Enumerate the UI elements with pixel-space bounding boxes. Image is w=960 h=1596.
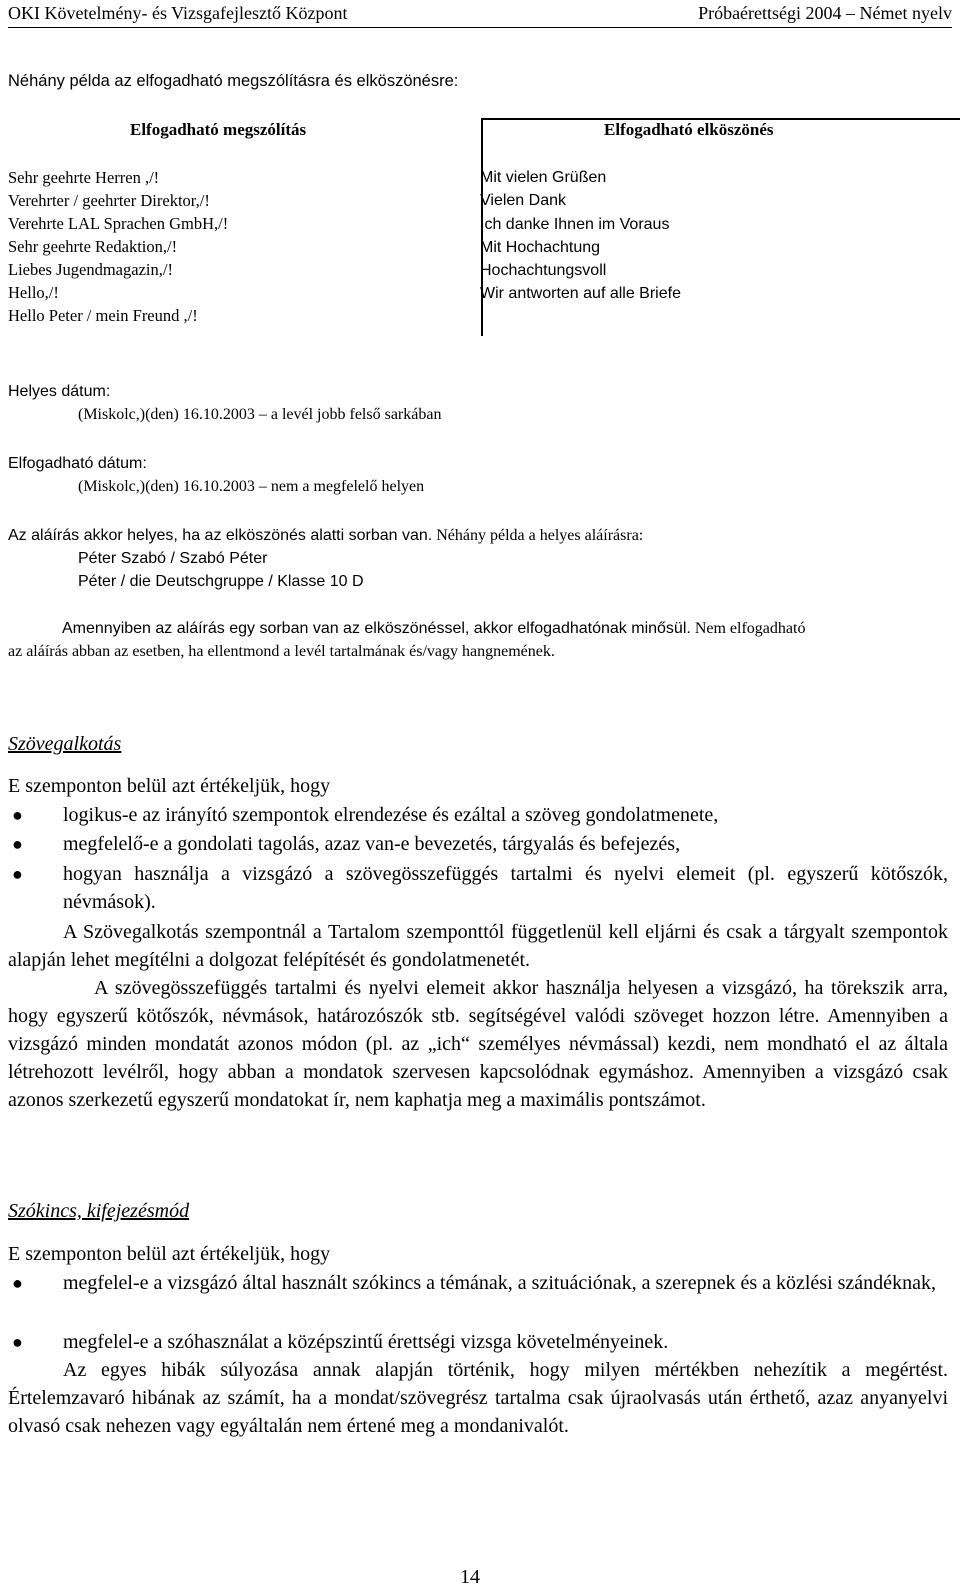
szovegalkotas-lead: E szemponton belül azt értékeljük, hogy bbox=[8, 775, 331, 797]
closing-list bbox=[480, 166, 681, 306]
signature-rule bbox=[8, 524, 643, 547]
page-header bbox=[8, 0, 952, 28]
signature-note-b: Nem elfogadható bbox=[690, 620, 806, 637]
bullet-dot-icon: ● bbox=[12, 1332, 23, 1352]
greeting-item: Liebes Jugendmagazin,/! bbox=[8, 260, 173, 279]
correct-date-example: (Miskolc,)(den) 16.10.2003 – a levél jobb felső sarkában bbox=[78, 406, 442, 423]
signature-note-line1 bbox=[62, 617, 805, 640]
greeting-list bbox=[8, 166, 228, 327]
intro-text: Néhány példa az elfogadható megszólításra és elköszönésre: bbox=[8, 72, 459, 90]
signature-example-2: Péter / die Deutschgruppe / Klasse 10 D bbox=[78, 573, 364, 590]
szokincs-paragraph-1: Az egyes hibák súlyozása annak alapján történik, hogy milyen mértékben nehezítik a megértést. Értelemzavaró hibának az számít, ha a mondat/szövegrész tartalma csak újraolvasás után érthető, azaz anyanyelvi olvasó csak nehezen vagy egyáltalán nem értené meg a mondanivalót. bbox=[8, 1359, 948, 1437]
szovegalkotas-bullet bbox=[8, 830, 948, 858]
signature-note-line2: az aláírás abban az esetben, ha ellentmond a levél tartalmának és/vagy hangnemének. bbox=[8, 643, 555, 660]
accept-date-label: Elfogadható dátum: bbox=[8, 455, 147, 472]
greeting-item: Verehrter / geehrter Direktor,/! bbox=[8, 191, 210, 210]
header-exam-title: Próbaérettségi 2004 – Német nyelv bbox=[698, 3, 952, 23]
bullet-text: megfelel-e a vizsgázó által használt szókincs a témának, a szituációnak, a szerepnek és a közlési szándéknak, bbox=[63, 1272, 936, 1294]
signature-rule-b: Néhány példa a helyes aláírásra: bbox=[432, 527, 644, 544]
signature-example-1: Péter Szabó / Szabó Péter bbox=[78, 550, 268, 567]
closing-item: Wir antworten auf alle Briefe bbox=[480, 285, 681, 303]
bullet-dot-icon: ● bbox=[12, 1273, 23, 1293]
bullet-dot-icon: ● bbox=[12, 834, 23, 854]
closing-item: Mit vielen Grüßen bbox=[480, 169, 607, 186]
signature-rule-a: Az aláírás akkor helyes, ha az elköszönés alatti sorban van. bbox=[8, 527, 433, 544]
closing-item: Ich danke Ihnen im Voraus bbox=[480, 215, 670, 233]
bullet-text: hogyan használja a vizsgázó a szövegösszefüggés tartalmi és nyelvi elemeit (pl. egyszerű kötőszók, névmások). bbox=[63, 863, 948, 913]
bullet-text: megfelel-e a szóhasználat a középszintű érettségi vizsga követelményeinek. bbox=[63, 1331, 669, 1353]
greeting-item: Hello Peter / mein Freund ,/! bbox=[8, 306, 198, 325]
bullet-dot-icon: ● bbox=[12, 805, 23, 825]
szovegalkotas-paragraph-1: A Szövegalkotás szempontnál a Tartalom szemponttól függetlenül kell eljárni és csak a tárgyalt szempontok alapján lehet megítélni a dolgozat felépítését és gondolatmenetét. bbox=[8, 921, 948, 971]
bullet-dot-icon: ● bbox=[12, 864, 23, 884]
section-title-szokincs: Szókincs, kifejezésmód bbox=[8, 1200, 190, 1222]
szovegalkotas-bullet bbox=[8, 860, 948, 916]
szovegalkotas-bullet bbox=[8, 801, 948, 829]
left-column-heading: Elfogadható megszólítás bbox=[130, 120, 307, 139]
section-title-szovegalkotas: Szövegalkotás bbox=[8, 733, 122, 755]
greeting-item: Verehrte LAL Sprachen GmbH,/! bbox=[8, 214, 229, 233]
signature-note-a: Amennyiben az aláírás egy sorban van az elköszönéssel, akkor elfogadhatónak minősül. bbox=[62, 620, 691, 637]
closing-item: Mit Hochachtung bbox=[480, 238, 601, 256]
header-institution: OKI Követelmény- és Vizsgafejlesztő Központ bbox=[8, 3, 348, 23]
szokincs-bullet bbox=[8, 1269, 948, 1297]
accept-date-example: (Miskolc,)(den) 16.10.2003 – nem a megfelelő helyen bbox=[78, 478, 425, 495]
szovegalkotas-paragraph-2: A szövegösszefüggés tartalmi és nyelvi elemeit akkor használja helyesen a vizsgázó, ha törekszik arra, hogy egyszerű kötőszók, névmások, határozószók stb. segítségével valódi szöveget hozzon létre. Amennyiben a vizsgázó minden mondatát azonos módon (pl. az „ich“ személyes névmással) kezdi, nem mondható el az általa létrehozott levélről, hogy abban a mondatok szervesen kapcsolódnak egymáshoz. Amennyiben a vizsgázó csak azonos szerkezetű egyszerű mondatokat ír, nem kaphatja meg a maximális pontszámot. bbox=[8, 977, 948, 1111]
closing-item: Hochachtungsvoll bbox=[480, 262, 607, 280]
greeting-item: Sehr geehrte Herren ,/! bbox=[8, 168, 160, 187]
greeting-item: Sehr geehrte Redaktion,/! bbox=[8, 237, 178, 256]
szokincs-bullet bbox=[8, 1328, 948, 1356]
bullet-text: logikus-e az irányító szempontok elrendezése és ezáltal a szöveg gondolatmenete, bbox=[63, 804, 719, 826]
closing-item: Vielen Dank bbox=[480, 192, 566, 210]
right-column-heading: Elfogadható elköszönés bbox=[604, 120, 774, 139]
page-number: 14 bbox=[460, 1566, 480, 1588]
correct-date-label: Helyes dátum: bbox=[8, 383, 111, 400]
bullet-text: megfelelő-e a gondolati tagolás, azaz van-e bevezetés, tárgyalás és befejezés, bbox=[63, 833, 681, 855]
greeting-item: Hello,/! bbox=[8, 283, 59, 302]
szokincs-lead: E szemponton belül azt értékeljük, hogy bbox=[8, 1243, 331, 1265]
